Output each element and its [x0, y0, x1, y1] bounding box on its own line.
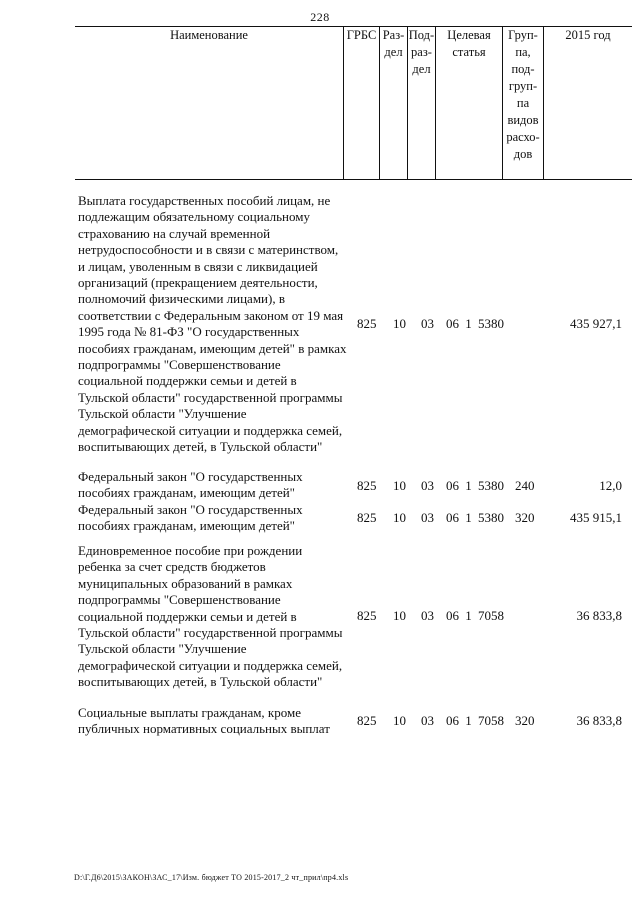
row-razdel: 10	[393, 478, 406, 493]
row-description: Выплата государственных пособий лицам, не подлежащим обязательному социальному страхованию на случай временной нетрудоспособности и в связи с материнством, и лицам, уволенным в связи с ликвидацией организаций (прекращением деятельности, полномочий физическими лицами), в соответствии с Федеральным законом от 19 мая 1995 года № 81-ФЗ "О государственных пособиях гражданам, имеющим детей" в рамках подпрограммы "Совершенствование социальной поддержки семьи и детей в Тульской области" государственной программы Тульской области "Улучшение демографической ситуации и поддержка семей, воспитывающих детей, в Тульской области"	[78, 193, 347, 455]
header-grbs: ГРБС	[344, 27, 380, 180]
row-sum: 36 833,8	[576, 608, 622, 623]
row-podrazdel: 03	[421, 713, 434, 728]
header-podrazdel: Под- раз- дел	[408, 27, 436, 180]
row-vid: 320	[515, 510, 535, 525]
row-razdel: 10	[393, 510, 406, 525]
row-description: Федеральный закон "О государственных пособиях гражданам, имеющим детей"	[78, 502, 303, 534]
row-target: 06 1 5380	[446, 316, 504, 331]
row-podrazdel: 03	[421, 510, 434, 525]
header-name: Наименование	[75, 27, 344, 180]
header-razdel: Раз- дел	[380, 27, 408, 180]
row-grbs: 825	[357, 316, 377, 331]
table-header	[75, 26, 632, 180]
row-description: Федеральный закон "О государственных пособиях гражданам, имеющим детей"	[78, 469, 303, 501]
row-target: 06 1 7058	[446, 713, 504, 728]
header-group: Груп- па, под- груп- па видов расхо- дов	[503, 27, 544, 180]
row-grbs: 825	[357, 608, 377, 623]
file-path-footer: D:\Г.Д6\2015\ЗАКОН\ЗАС_17\Изм. бюджет ТО 2015-2017_2 чт_прил\пр4.xls	[74, 873, 349, 882]
row-sum: 435 915,1	[570, 510, 622, 525]
row-razdel: 10	[393, 713, 406, 728]
page-number: 228	[310, 10, 330, 24]
row-razdel: 10	[393, 316, 406, 331]
header-year: 2015 год	[544, 27, 633, 180]
row-description: Единовременное пособие при рождении ребенка за счет средств бюджетов муниципальных образований в рамках подпрограммы "Совершенствование социальной поддержки семьи и детей в Тульской области" государственной программы Тульской области "Улучшение демографической ситуации и поддержка семей, воспитывающих детей, в Тульской области"	[78, 543, 343, 690]
row-grbs: 825	[357, 478, 377, 493]
row-description: Социальные выплаты гражданам, кроме публичных нормативных социальных выплат	[78, 705, 330, 737]
row-razdel: 10	[393, 608, 406, 623]
row-podrazdel: 03	[421, 608, 434, 623]
row-grbs: 825	[357, 510, 377, 525]
row-podrazdel: 03	[421, 316, 434, 331]
row-target: 06 1 5380	[446, 510, 504, 525]
row-podrazdel: 03	[421, 478, 434, 493]
row-sum: 36 833,8	[576, 713, 622, 728]
row-grbs: 825	[357, 713, 377, 728]
row-sum: 12,0	[599, 478, 622, 493]
header-target: Целевая статья	[436, 27, 503, 180]
row-target: 06 1 5380	[446, 478, 504, 493]
row-target: 06 1 7058	[446, 608, 504, 623]
row-vid: 320	[515, 713, 535, 728]
row-vid: 240	[515, 478, 535, 493]
row-sum: 435 927,1	[570, 316, 622, 331]
